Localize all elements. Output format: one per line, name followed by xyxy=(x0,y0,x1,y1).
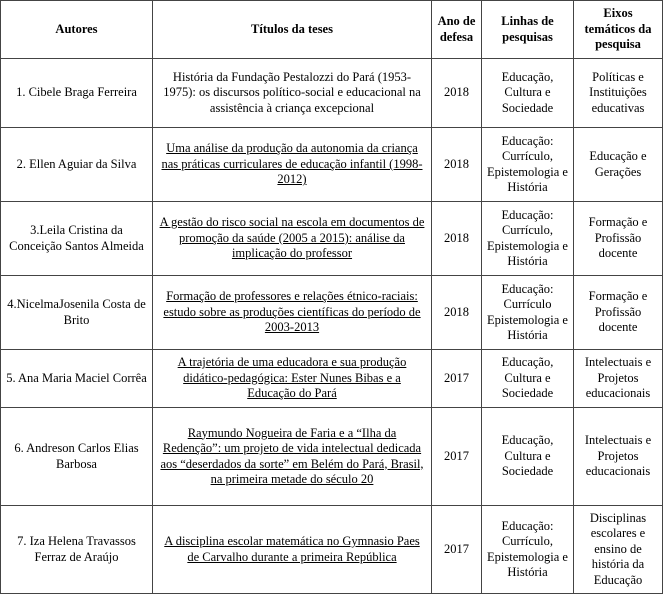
cell-titulo xyxy=(153,506,432,594)
cell-ano: 2018 xyxy=(432,59,482,128)
table-row xyxy=(1,128,663,202)
table-row xyxy=(1,276,663,350)
cell-eixo: Formação e Profissão docente xyxy=(574,276,663,350)
header-row xyxy=(1,1,663,59)
cell-titulo xyxy=(153,59,432,128)
titulo-text: A disciplina escolar matemática no Gymnasio Paes de Carvalho durante a primeira República xyxy=(164,534,420,564)
table-row xyxy=(1,202,663,276)
cell-eixo: Disciplinas escolares e ensino de história da Educação xyxy=(574,506,663,594)
cell-titulo xyxy=(153,408,432,506)
cell-autor: 4.NicelmaJosenila Costa de Brito xyxy=(1,276,153,350)
cell-autor: 1. Cibele Braga Ferreira xyxy=(1,59,153,128)
header-eixos: Eixos temáticos da pesquisa xyxy=(574,1,663,59)
cell-ano: 2017 xyxy=(432,350,482,408)
cell-eixo: Políticas e Instituições educativas xyxy=(574,59,663,128)
titulo-text: A trajetória de uma educadora e sua produção didático-pedagógica: Ester Nunes Bibas e a Educação do Pará xyxy=(177,355,407,401)
cell-linha: Educação, Cultura e Sociedade xyxy=(482,350,574,408)
cell-eixo: Intelectuais e Projetos educacionais xyxy=(574,350,663,408)
table-row xyxy=(1,408,663,506)
cell-linha: Educação: Currículo Epistemologia e História xyxy=(482,276,574,350)
cell-titulo xyxy=(153,128,432,202)
titulo-text: História da Fundação Pestalozzi do Pará (1953-1975): os discursos político-social e educacional na assistência à criança excepcional xyxy=(163,69,421,115)
header-linhas: Linhas de pesquisas xyxy=(482,1,574,59)
cell-autor: 6. Andreson Carlos Elias Barbosa xyxy=(1,408,153,506)
header-autores: Autores xyxy=(1,1,153,59)
table-row xyxy=(1,350,663,408)
titulo-text: Raymundo Nogueira de Faria e a “Ilha da Redenção”: um projeto de vida intelectual dedicada aos “deserdados da sorte” em Belém do Pará, Brasil, na primeira metade do século 20 xyxy=(160,425,424,486)
cell-titulo xyxy=(153,202,432,276)
cell-ano: 2018 xyxy=(432,128,482,202)
cell-ano: 2018 xyxy=(432,276,482,350)
cell-ano: 2018 xyxy=(432,202,482,276)
cell-autor: 2. Ellen Aguiar da Silva xyxy=(1,128,153,202)
cell-linha: Educação: Currículo, Epistemologia e História xyxy=(482,128,574,202)
table-row xyxy=(1,506,663,594)
cell-eixo: Educação e Gerações xyxy=(574,128,663,202)
cell-eixo: Intelectuais e Projetos educacionais xyxy=(574,408,663,506)
cell-autor: 5. Ana Maria Maciel Corrêa xyxy=(1,350,153,408)
titulo-text: A gestão do risco social na escola em documentos de promoção da saúde (2005 a 2015): análise da implicação do professor xyxy=(159,215,425,261)
cell-ano: 2017 xyxy=(432,408,482,506)
cell-titulo xyxy=(153,350,432,408)
cell-linha: Educação: Currículo, Epistemologia e História xyxy=(482,506,574,594)
titulo-text: Formação de professores e relações étnico-raciais: estudo sobre as produções científicas do período de 2003-2013 xyxy=(163,289,421,335)
cell-eixo: Formação e Profissão docente xyxy=(574,202,663,276)
titulo-text: Uma análise da produção da autonomia da criança nas práticas curriculares de educação infantil (1998-2012) xyxy=(161,141,423,187)
cell-linha: Educação, Cultura e Sociedade xyxy=(482,408,574,506)
header-ano: Ano de defesa xyxy=(432,1,482,59)
cell-linha: Educação, Cultura e Sociedade xyxy=(482,59,574,128)
cell-titulo xyxy=(153,276,432,350)
cell-autor: 3.Leila Cristina da Conceição Santos Almeida xyxy=(1,202,153,276)
header-titulos: Títulos da teses xyxy=(153,1,432,59)
cell-ano: 2017 xyxy=(432,506,482,594)
cell-linha: Educação: Currículo, Epistemologia e História xyxy=(482,202,574,276)
cell-autor: 7. Iza Helena Travassos Ferraz de Araújo xyxy=(1,506,153,594)
table-row xyxy=(1,59,663,128)
